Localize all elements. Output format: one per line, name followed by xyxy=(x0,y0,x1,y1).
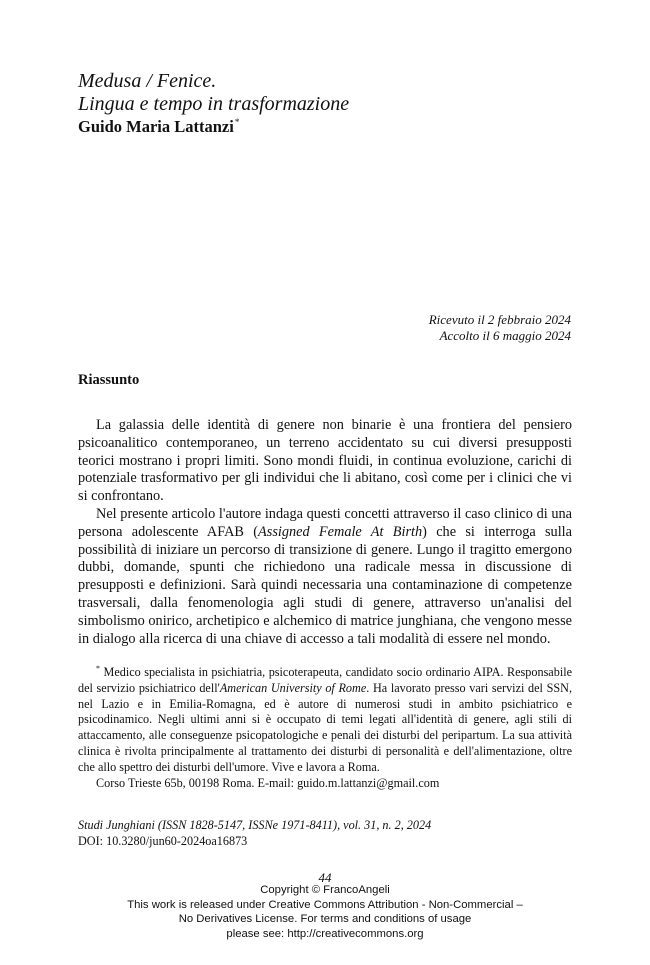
submission-dates xyxy=(429,312,571,344)
abstract-p2-text-a: Nel presente articolo l'autore indaga questi concetti attraverso il caso clinico di una persona adolescente AFAB ( xyxy=(78,505,572,540)
license-notice xyxy=(0,883,650,941)
footnote-bio xyxy=(78,661,572,776)
author-name-text: Guido Maria Lattanzi xyxy=(78,117,234,136)
abstract-paragraph-2 xyxy=(78,506,572,648)
abstract-p2-text-b: ) che si interroga sulla possibilità di iniziare un percorso di transizione di genere. Lungo il tragitto emergono dubbi, domande, spunti che richiedono una radicale messa in discussione di presupposti e definizioni. Sarà quindi necessaria una contaminazione di competenze trasversali, dalla fenomenologia agli studi di genere, attraverso un'analisi del simbolismo onirico, archetipico e alchemico di matrice junghiana, che vengono messe in dialogo alla ricerca di una chiave di accesso a tali modalità di essere nel mondo. xyxy=(78,523,572,647)
footnote-mark: * xyxy=(96,664,100,673)
abstract-paragraph-1: La galassia delle identità di genere non binarie è una frontiera del pensiero psicoanalitico contemporaneo, un terreno accidentato su cui diversi presupposti teorici mostrano i propri limiti. Sono mondi fluidi, in continua evoluzione, carichi di potenziale trasformativo per gli individui che li abitano, così come per i clinici che vi si confrontano. xyxy=(78,417,572,505)
abstract-body xyxy=(78,417,572,648)
author-footnote-mark: * xyxy=(234,117,240,127)
journal-citation: Studi Junghiani (ISSN 1828-5147, ISSNe 1971-8411), vol. 31, n. 2, 2024 xyxy=(78,818,432,832)
journal-info xyxy=(78,818,431,849)
abstract-p2-italic: Assigned Female At Birth xyxy=(258,523,423,540)
article-title-line-1: Medusa / Fenice. xyxy=(78,70,217,92)
footnote-bio-text-b: . Ha lavorato presso vari servizi del SSN, nel Lazio e in Emilia-Romagna, ed è autore di numerosi studi in ambito psichiatrico e psicodinamico. Negli ultimi anni si è occupato di temi legati all'identità di genere, agli stili di attaccamento, alle conseguenze psicopatologiche e penali dei disturbi del peripartum. La sua attività clinica è rivolta principalmente al trattamento dei disturbi di personalità e dell'alimentazione, oltre che allo spettro dei disturbi dell'umore. Vive e lavora a Roma. xyxy=(78,680,573,774)
footnote-bio-text-a: Medico specialista in psichiatria, psicoterapeuta, candidato socio ordinario AIPA. Responsabile del servizio psichiatrico dell' xyxy=(78,665,572,695)
license-line-2: No Derivatives License. For terms and conditions of usage xyxy=(178,913,472,925)
author-name xyxy=(78,117,239,137)
journal-doi: DOI: 10.3280/jun60-2024oa16873 xyxy=(78,833,248,848)
license-line-1: This work is released under Creative Commons Attribution - Non-Commercial – xyxy=(127,898,523,911)
received-date: Ricevuto il 2 febbraio 2024 xyxy=(428,312,571,327)
copyright-line: Copyright © FrancoAngeli xyxy=(260,884,390,896)
footnote-contact: Corso Trieste 65b, 00198 Roma. E-mail: guido.m.lattanzi@gmail.com xyxy=(96,775,440,790)
accepted-date: Accolto il 6 maggio 2024 xyxy=(439,328,571,343)
article-title-line-2: Lingua e tempo in trasformazione xyxy=(78,93,350,115)
author-footnote xyxy=(78,661,572,791)
page-number: 44 xyxy=(318,870,332,885)
footnote-bio-italic: American University of Rome xyxy=(219,680,367,695)
abstract-heading: Riassunto xyxy=(78,372,140,388)
license-line-3: please see: http://creativecommons.org xyxy=(226,927,424,940)
